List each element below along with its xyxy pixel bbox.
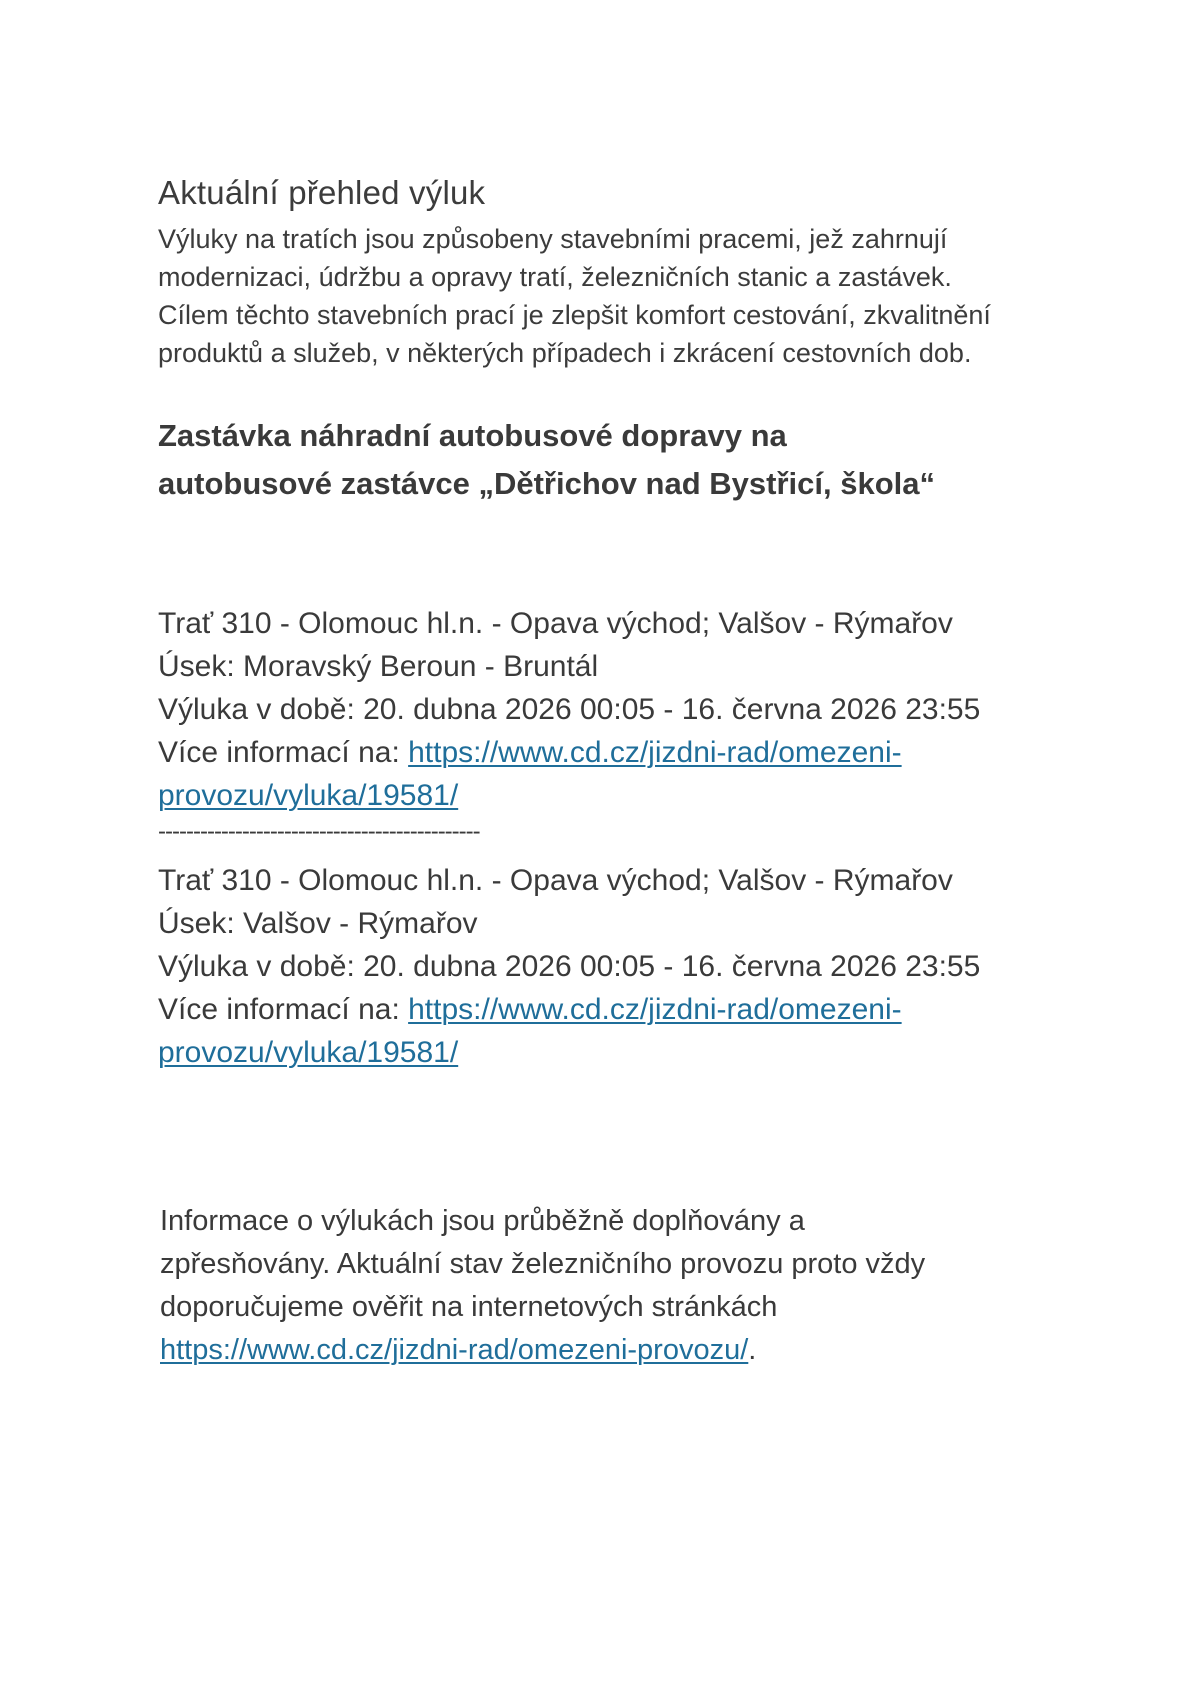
intro-line: Výluky na tratích jsou způsobeny stavebními pracemi, jež zahrnují [158,224,948,254]
closure-link-part2[interactable]: provozu/vyluka/19581/ [158,1036,459,1069]
footer-notice [160,1200,1060,1372]
closure-period: Výluka v době: 20. dubna 2026 00:05 - 16. června 2026 23:55 [158,693,981,726]
closure-link-part1[interactable]: https://www.cd.cz/jizdni-rad/omezeni- [408,993,902,1026]
intro-line: Cílem těchto stavebních prací je zlepšit komfort cestování, zkvalitnění [158,300,991,330]
heading-line: Zastávka náhradní autobusové dopravy na [158,418,787,453]
closure-track: Trať 310 - Olomouc hl.n. - Opava východ; Valšov - Rýmařov [158,864,953,897]
more-info-label: Více informací na: [158,993,409,1026]
closure-section: Úsek: Valšov - Rýmařov [158,907,478,940]
closure-more-info-cont [158,774,1058,817]
heading-line: autobusové zastávce „Dětřichov nad Bystřicí, škola“ [158,466,935,501]
closure-link-part2[interactable]: provozu/vyluka/19581/ [158,779,459,812]
footer-link-suffix: . [748,1334,757,1366]
footer-line: zpřesňovány. Aktuální stav železničního provozu proto vždy [160,1248,926,1280]
page-title: Aktuální přehled výluk [158,174,486,211]
closure-period: Výluka v době: 20. dubna 2026 00:05 - 16. června 2026 23:55 [158,950,981,983]
closure-more-info [158,988,1058,1031]
closure-block-1 [158,602,1058,817]
footer-line: Informace o výlukách jsou průběžně doplňovány a [160,1205,805,1237]
closure-section: Úsek: Moravský Beroun - Bruntál [158,650,599,683]
closure-more-info [158,731,1058,774]
closure-link-part1[interactable]: https://www.cd.cz/jizdni-rad/omezeni- [408,736,902,769]
intro-paragraph [158,220,1058,372]
closure-track: Trať 310 - Olomouc hl.n. - Opava východ; Valšov - Rýmařov [158,607,953,640]
footer-link[interactable]: https://www.cd.cz/jizdni-rad/omezeni-provozu/ [160,1334,749,1366]
bus-stop-heading [158,412,1058,508]
footer-link-line [160,1329,1060,1372]
separator-line: ---------------------------------------------- [158,818,480,845]
intro-line: produktů a služeb, v některých případech i zkrácení cestovních dob. [158,338,972,368]
intro-line: modernizaci, údržbu a opravy tratí, železničních stanic a zastávek. [158,262,952,292]
footer-line: doporučujeme ověřit na internetových stránkách [160,1291,778,1323]
closure-block-2 [158,859,1058,1074]
more-info-label: Více informací na: [158,736,409,769]
closure-more-info-cont [158,1031,1058,1074]
